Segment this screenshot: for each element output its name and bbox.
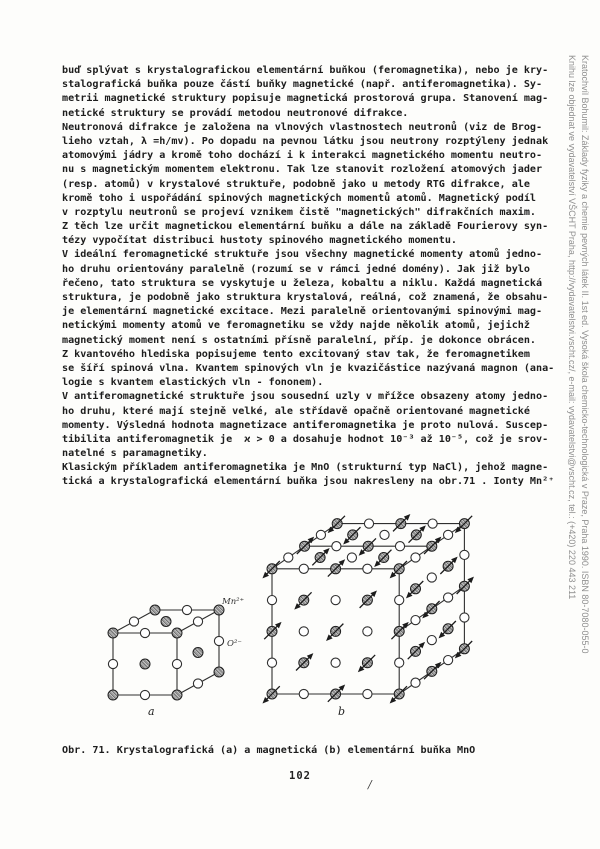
- text-line: ho druhu, které mají stejně velké, ale střídavě opačně orientované magnetické: [62, 405, 530, 417]
- text-line: Klasickým příkladem antiferomagnetika je MnO (strukturní typ NaCl), jehož magne-: [62, 462, 549, 474]
- text-line: logie s kvantem elastických vln - fononem).: [62, 377, 324, 389]
- text-line: kromě toho i uspořádání spinových magnetických momentů atomů. Magnetický podíl: [62, 192, 537, 204]
- o-ion-label: O²⁻: [227, 639, 242, 649]
- text-line: natelné s paramagnetiky.: [62, 448, 208, 460]
- text-line: se šíří spinová vlna. Kvantem spinových vln je kvazičástice nazývaná magnon (ana-: [62, 362, 555, 374]
- text-line: V antiferomagnetické struktuře jsou sousední uzly v mřížce obsazeny atomy jedno-: [62, 391, 549, 403]
- ordering-info-line: Knihu lze objednat ve vydavatelství VŠCHT Praha, http://vydavatelstvi.vscht.cz/, e-mail: vydavatelstvi@vscht.cz, tel.: (+420) 220 443 211: [567, 55, 577, 600]
- cube-b-label: b: [338, 705, 346, 718]
- citation-line: Kratochvíl Bohumil: Základy fyziky a chemie pevných látek II. 1st ed. Vysoká škola chemicko-technologická v Praze, Praha 1990. ISBN 80-7080-055-0: [580, 55, 590, 654]
- page-number: 102: [289, 770, 311, 782]
- text-line: Z těch lze určit magnetickou elementární buňku a dále na základě Fourierovy syn-: [62, 221, 549, 233]
- text-line: řečeno, tato struktura se vyskytuje u železa, kobaltu a niklu. Každá magnetická: [62, 277, 543, 289]
- text-line: netické struktury se provádí metodou neutronové difrakce.: [62, 107, 409, 119]
- mn-ion-label: Mn²⁺: [222, 597, 245, 607]
- text-line: V ideální feromagnetické struktuře jsou všechny magnetické momenty atomů jedno-: [62, 249, 543, 261]
- text-line: stalografická buňka pouze částí buňky magnetické (např. antiferomagnetika). Sy-: [62, 79, 543, 91]
- text-line: tibilita antiferomagnetik je ϰ > 0 a dosahuje hodnot 10⁻³ až 10⁻⁵, což je srov-: [62, 433, 549, 445]
- magnetic-cell-diagram: [262, 514, 473, 703]
- text-line: Z kvantového hlediska popisujeme tento excitovaný stav tak, že feromagnetikem: [62, 348, 530, 360]
- text-line: je elementární magnetické excitace. Mezi paralelně orientovanými spinovými mag-: [62, 306, 543, 318]
- text-line: momenty. Výsledná hodnota magnetizace antiferomagnetika je proto nulová. Suscep-: [62, 419, 549, 431]
- text-line: nu s magnetickým momentem elektronu. Tak lze stanovit rozložení atomových jader: [62, 164, 543, 176]
- text-line: atomovými jádry a kromě toho dochází i k interakci magnetického momentu neutro-: [62, 150, 543, 162]
- text-line: lieho vztah, λ =h/mv). Po dopadu na pevnou látku jsou neutrony rozptýleny jednak: [62, 135, 549, 147]
- text-line: magnetický moment není s ostatními přísně paralelní, příp. je dokonce obrácen.: [62, 334, 537, 346]
- text-line: tézy vypočítat distribuci hustoty spinového magnetického momentu.: [62, 235, 458, 247]
- figure-caption: Obr. 71. Krystalografická (a) a magnetická (b) elementární buňka MnO: [62, 745, 476, 756]
- text-line: netickými momenty atomů ve feromagnetiku se vždy najde několik atomů, jejichž: [62, 320, 530, 332]
- scan-mark: /: [368, 778, 372, 791]
- text-line: struktura, je podobně jako struktura krystalová, reálná, což znamená, že obsahu-: [62, 292, 549, 303]
- text-line: ho druhu orientovány paralelně (rozumí se v rámci jedné domény). Jak již bylo: [62, 263, 530, 275]
- text-line: (resp. atomů) v krystalové struktuře, podobně jako u metody RTG difrakce, ale: [62, 178, 530, 190]
- crystallographic-cell-diagram: [108, 605, 224, 700]
- edge-watermark: [565, 55, 591, 795]
- text-line: buď splývat s krystalografickou elementární buňkou (feromagnetika), nebo je kry-: [62, 65, 549, 76]
- text-line: metrii magnetické struktury popisuje magnetická prostorová grupa. Stanovení mag-: [62, 93, 549, 105]
- text-line: tická a krystalografická elementární buňka jsou nakresleny na obr.71 . Ionty Mn²⁺: [62, 476, 555, 488]
- text-line: v rozptylu neutronů se projeví vznikem čistě "magnetických" difrakčních maxim.: [62, 206, 537, 218]
- cube-a-label: a: [148, 705, 155, 718]
- text-line: Neutronová difrakce je založena na vlnových vlastnostech neutronů (viz de Brog-: [62, 121, 543, 133]
